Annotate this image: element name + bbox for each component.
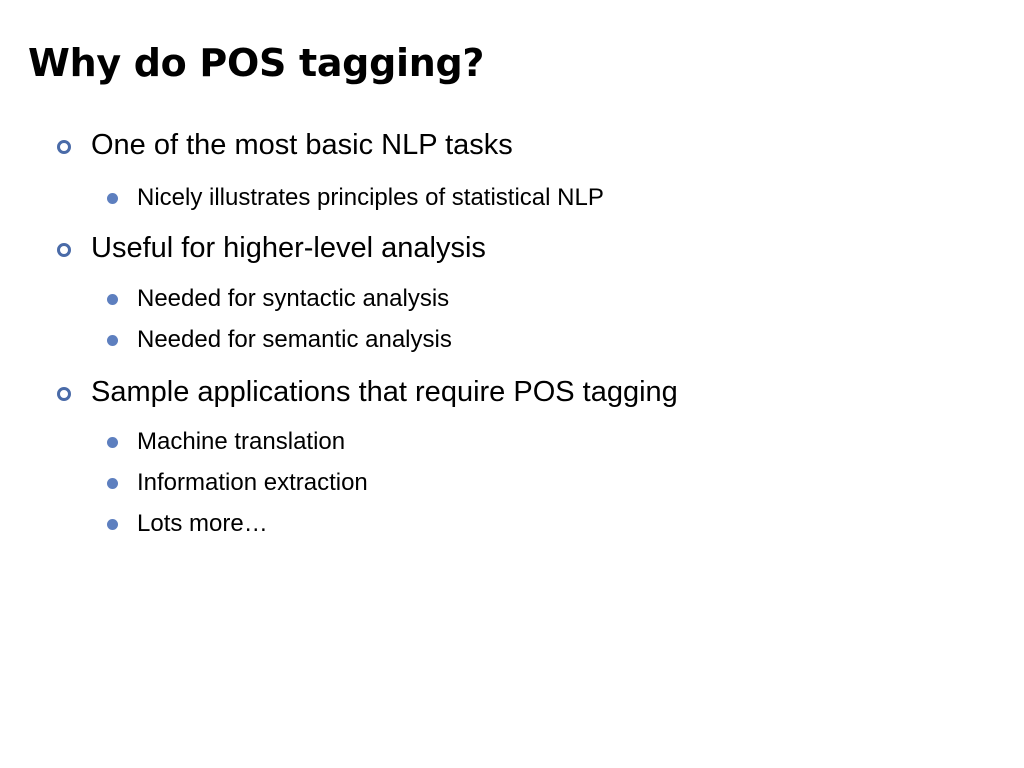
bullet-item-2: Useful for higher-level analysis xyxy=(91,232,486,264)
ring-bullet-icon xyxy=(57,243,71,257)
bullet-item-3: Sample applications that require POS tagging xyxy=(91,376,678,408)
ring-bullet-icon xyxy=(57,140,71,154)
sub-bullet-item-1-1: Nicely illustrates principles of statistical NLP xyxy=(137,184,604,211)
dot-bullet-icon xyxy=(107,437,118,448)
dot-bullet-icon xyxy=(107,478,118,489)
dot-bullet-icon xyxy=(107,294,118,305)
dot-bullet-icon xyxy=(107,335,118,346)
sub-bullet-item-3-1: Machine translation xyxy=(137,428,346,455)
dot-bullet-icon xyxy=(107,519,118,530)
dot-bullet-icon xyxy=(107,193,118,204)
slide-title: Why do POS tagging? xyxy=(28,41,485,85)
sub-bullet-item-3-3: Lots more… xyxy=(137,510,268,537)
sub-bullet-item-2-1: Needed for syntactic analysis xyxy=(137,285,450,312)
ring-bullet-icon xyxy=(57,387,71,401)
sub-bullet-item-3-2: Information extraction xyxy=(137,469,368,496)
sub-bullet-item-2-2: Needed for semantic analysis xyxy=(137,326,452,353)
bullet-item-1: One of the most basic NLP tasks xyxy=(91,129,513,161)
